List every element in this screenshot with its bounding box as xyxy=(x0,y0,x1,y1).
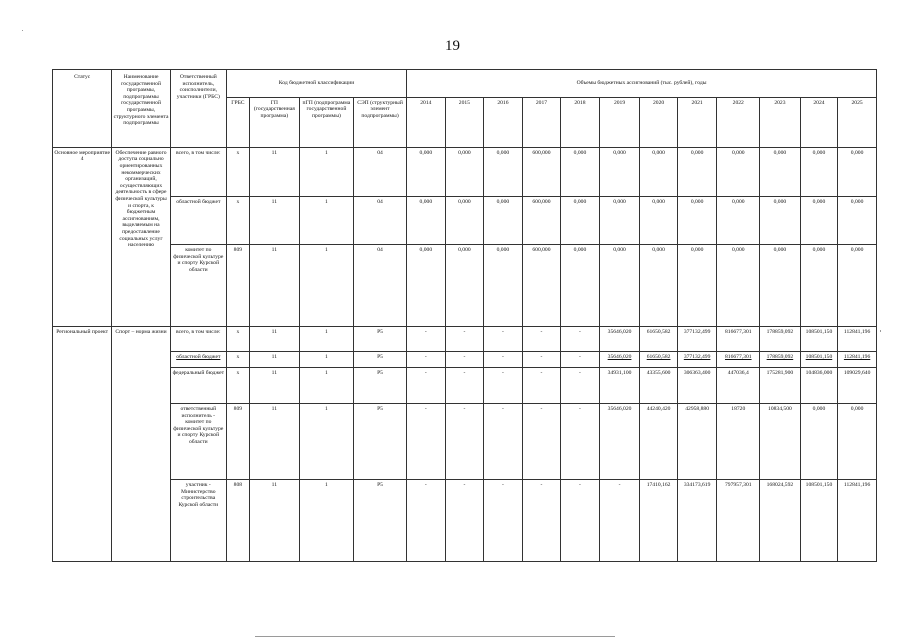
value-cell: 816677,301 xyxy=(717,351,760,367)
value-cell: 0,000 xyxy=(445,245,484,327)
value-cell: 10834,500 xyxy=(760,404,801,480)
header-sep: СЭП (структурный элемент подпрограммы) xyxy=(353,97,406,147)
value-cell: - xyxy=(407,351,446,367)
table-row xyxy=(53,197,877,245)
gp-cell: 11 xyxy=(249,245,299,327)
value-cell: 178859,092 xyxy=(760,351,801,367)
value-cell: 108501,150 xyxy=(800,479,837,561)
value-cell: - xyxy=(561,404,600,480)
value-cell: - xyxy=(484,351,523,367)
value-cell: 34931,100 xyxy=(599,368,640,404)
value-cell: 108501,150 xyxy=(800,327,837,352)
value-cell: 0,000 xyxy=(677,197,717,245)
pgp-cell: 1 xyxy=(299,147,353,196)
grbs-cell: 809 xyxy=(226,404,249,480)
table-row xyxy=(53,327,877,352)
value-cell: 0,000 xyxy=(800,404,837,480)
header-year: 2016 xyxy=(484,97,523,147)
scan-mark xyxy=(22,30,23,31)
header-gp: ГП (государственная программа) xyxy=(249,97,299,147)
grbs-cell: х xyxy=(226,368,249,404)
sep-cell: 04 xyxy=(353,197,406,245)
value-cell: - xyxy=(522,479,561,561)
value-cell: 0,000 xyxy=(717,245,760,327)
value-cell: - xyxy=(522,327,561,352)
sep-cell: Р5 xyxy=(353,327,406,352)
value-cell: 0,000 xyxy=(760,147,801,196)
section-status-cell: Основное мероприятие 4 xyxy=(53,147,112,326)
responsible-cell: всего, в том числе: xyxy=(170,147,226,196)
value-cell: 0,000 xyxy=(838,404,877,480)
table-row xyxy=(53,479,877,561)
value-cell: 447036,4 xyxy=(717,368,760,404)
section-name-cell: Обеспечение равного доступа социально ориентированных некоммерческих организаций, осуществляющих деятельность в сфере физической культуры и спорта, к бюджетным ассигнованиям, выделяемым на предоставление социальных услуг населению xyxy=(112,147,170,326)
header-year: 2017 xyxy=(522,97,561,147)
value-cell: 109029,640 xyxy=(838,368,877,404)
value-cell: 0,000 xyxy=(760,245,801,327)
grbs-cell: 808 xyxy=(226,479,249,561)
value-cell: 108501,150 xyxy=(800,351,837,367)
value-cell: 0,000 xyxy=(445,197,484,245)
value-cell: 377132,499 xyxy=(677,351,717,367)
header-year: 2018 xyxy=(561,97,600,147)
table-row xyxy=(53,404,877,480)
value-cell: 0,000 xyxy=(407,147,446,196)
value-cell: - xyxy=(445,479,484,561)
header-status: Статус xyxy=(53,70,112,148)
value-cell: 600,000 xyxy=(522,245,561,327)
header-year: 2021 xyxy=(677,97,717,147)
value-cell: 0,000 xyxy=(561,197,600,245)
value-cell: 0,000 xyxy=(640,197,677,245)
budget-table xyxy=(52,69,877,562)
value-cell: - xyxy=(522,368,561,404)
gp-cell: 11 xyxy=(249,479,299,561)
header-year: 2025 xyxy=(838,97,877,147)
responsible-cell: областной бюджет xyxy=(170,197,226,245)
value-cell: 17410,162 xyxy=(640,479,677,561)
gp-cell: 11 xyxy=(249,404,299,480)
value-cell: - xyxy=(484,404,523,480)
value-cell: - xyxy=(561,479,600,561)
value-cell: 43355,600 xyxy=(640,368,677,404)
value-cell: - xyxy=(445,368,484,404)
value-cell: 35646,020 xyxy=(599,327,640,352)
pgp-cell: 1 xyxy=(299,404,353,480)
gp-cell: 11 xyxy=(249,368,299,404)
value-cell: 0,000 xyxy=(407,245,446,327)
table-row xyxy=(53,147,877,196)
value-cell: 0,000 xyxy=(640,147,677,196)
responsible-cell: областной бюджет xyxy=(170,351,226,367)
sep-cell: Р5 xyxy=(353,404,406,480)
value-cell: - xyxy=(561,351,600,367)
value-cell: 334173,619 xyxy=(677,479,717,561)
value-cell: 112841,196 xyxy=(838,479,877,561)
value-cell: - xyxy=(407,327,446,352)
value-cell: 0,000 xyxy=(407,197,446,245)
value-cell: 0,000 xyxy=(484,147,523,196)
responsible-cell: участник - Министерство строительства Курской области xyxy=(170,479,226,561)
sep-cell: Р5 xyxy=(353,368,406,404)
value-cell: - xyxy=(522,351,561,367)
value-cell: 0,000 xyxy=(677,245,717,327)
value-cell: 104836,000 xyxy=(800,368,837,404)
pgp-cell: 1 xyxy=(299,197,353,245)
header-budget-code: Код бюджетной классификации xyxy=(226,70,406,98)
value-cell: 306363,400 xyxy=(677,368,717,404)
value-cell: 18720 xyxy=(717,404,760,480)
grbs-cell: х xyxy=(226,327,249,352)
table-row xyxy=(53,368,877,404)
value-cell: - xyxy=(445,404,484,480)
value-cell: 61650,582 xyxy=(640,327,677,352)
value-cell: 35646,020 xyxy=(599,404,640,480)
value-cell: - xyxy=(484,479,523,561)
value-cell: - xyxy=(407,404,446,480)
value-cell: 0,000 xyxy=(640,245,677,327)
header-row-1 xyxy=(53,70,877,98)
value-cell: - xyxy=(407,368,446,404)
value-cell: 0,000 xyxy=(561,147,600,196)
section-status-cell: Региональный проект xyxy=(53,327,112,562)
responsible-cell: всего, в том числе: xyxy=(170,327,226,352)
value-cell: 61650,582 xyxy=(640,351,677,367)
header-grbs: ГРБС xyxy=(226,97,249,147)
value-cell: 0,000 xyxy=(838,197,877,245)
sep-cell: 04 xyxy=(353,147,406,196)
header-year: 2020 xyxy=(640,97,677,147)
pgp-cell: 1 xyxy=(299,368,353,404)
gp-cell: 11 xyxy=(249,197,299,245)
value-cell: 0,000 xyxy=(717,197,760,245)
gp-cell: 11 xyxy=(249,327,299,352)
value-cell: 42958,880 xyxy=(677,404,717,480)
value-cell: - xyxy=(484,368,523,404)
scan-mark xyxy=(880,330,881,332)
responsible-cell: комитет по физической культуре и спорту Курской области xyxy=(170,245,226,327)
scan-mark xyxy=(255,636,615,637)
value-cell: 0,000 xyxy=(760,197,801,245)
table-row xyxy=(53,245,877,327)
table-row xyxy=(53,351,877,367)
value-cell: 0,000 xyxy=(800,245,837,327)
pgp-cell: 1 xyxy=(299,245,353,327)
header-pgp: пГП (подпрограмма государственной программы) xyxy=(299,97,353,147)
header-year: 2023 xyxy=(760,97,801,147)
value-cell: 178859,092 xyxy=(760,327,801,352)
value-cell: 0,000 xyxy=(838,245,877,327)
value-cell: 0,000 xyxy=(561,245,600,327)
value-cell: 600,000 xyxy=(522,147,561,196)
page-number: 19 xyxy=(445,38,460,54)
sep-cell: Р5 xyxy=(353,351,406,367)
value-cell: 112841,196 xyxy=(838,351,877,367)
value-cell: 816677,301 xyxy=(717,327,760,352)
header-year: 2014 xyxy=(407,97,446,147)
value-cell: 112841,196 xyxy=(838,327,877,352)
value-cell: 0,000 xyxy=(800,197,837,245)
value-cell: 175281,900 xyxy=(760,368,801,404)
responsible-cell: федеральный бюджет xyxy=(170,368,226,404)
grbs-cell: х xyxy=(226,147,249,196)
value-cell: 0,000 xyxy=(800,147,837,196)
header-name: Наименование государственной программы, подпрограммы государственной программы, структурного элемента подпрограммы xyxy=(112,70,170,148)
header-responsible: Ответственный исполнитель, соисполнители, участники (ГРБС) xyxy=(170,70,226,148)
header-year: 2015 xyxy=(445,97,484,147)
pgp-cell: 1 xyxy=(299,479,353,561)
sep-cell: 04 xyxy=(353,245,406,327)
header-expenditures: Объемы бюджетных ассигнований (тыс. рублей), годы xyxy=(407,70,877,98)
value-cell: - xyxy=(484,327,523,352)
value-cell: 0,000 xyxy=(838,147,877,196)
section-name-cell: Спорт – норма жизни xyxy=(112,327,170,562)
value-cell: - xyxy=(445,351,484,367)
grbs-cell: х xyxy=(226,351,249,367)
value-cell: 0,000 xyxy=(445,147,484,196)
value-cell: 600,000 xyxy=(522,197,561,245)
value-cell: 0,000 xyxy=(717,147,760,196)
header-year: 2022 xyxy=(717,97,760,147)
value-cell: - xyxy=(407,479,446,561)
grbs-cell: 809 xyxy=(226,245,249,327)
value-cell: 168024,592 xyxy=(760,479,801,561)
value-cell: 0,000 xyxy=(677,147,717,196)
value-cell: 0,000 xyxy=(599,245,640,327)
value-cell: 35646,020 xyxy=(599,351,640,367)
responsible-cell: ответственный исполнитель - комитет по физической культуре и спорту Курской области xyxy=(170,404,226,480)
sep-cell: Р5 xyxy=(353,479,406,561)
value-cell: - xyxy=(445,327,484,352)
gp-cell: 11 xyxy=(249,351,299,367)
value-cell: 0,000 xyxy=(599,147,640,196)
value-cell: 0,000 xyxy=(484,245,523,327)
grbs-cell: х xyxy=(226,197,249,245)
header-year: 2024 xyxy=(800,97,837,147)
value-cell: - xyxy=(561,368,600,404)
value-cell: - xyxy=(561,327,600,352)
value-cell: 44240,420 xyxy=(640,404,677,480)
value-cell: 0,000 xyxy=(484,197,523,245)
gp-cell: 11 xyxy=(249,147,299,196)
value-cell: - xyxy=(522,404,561,480)
pgp-cell: 1 xyxy=(299,351,353,367)
value-cell: 0,000 xyxy=(599,197,640,245)
pgp-cell: 1 xyxy=(299,327,353,352)
value-cell: 797957,301 xyxy=(717,479,760,561)
value-cell: - xyxy=(599,479,640,561)
value-cell: 377132,499 xyxy=(677,327,717,352)
header-year: 2019 xyxy=(599,97,640,147)
